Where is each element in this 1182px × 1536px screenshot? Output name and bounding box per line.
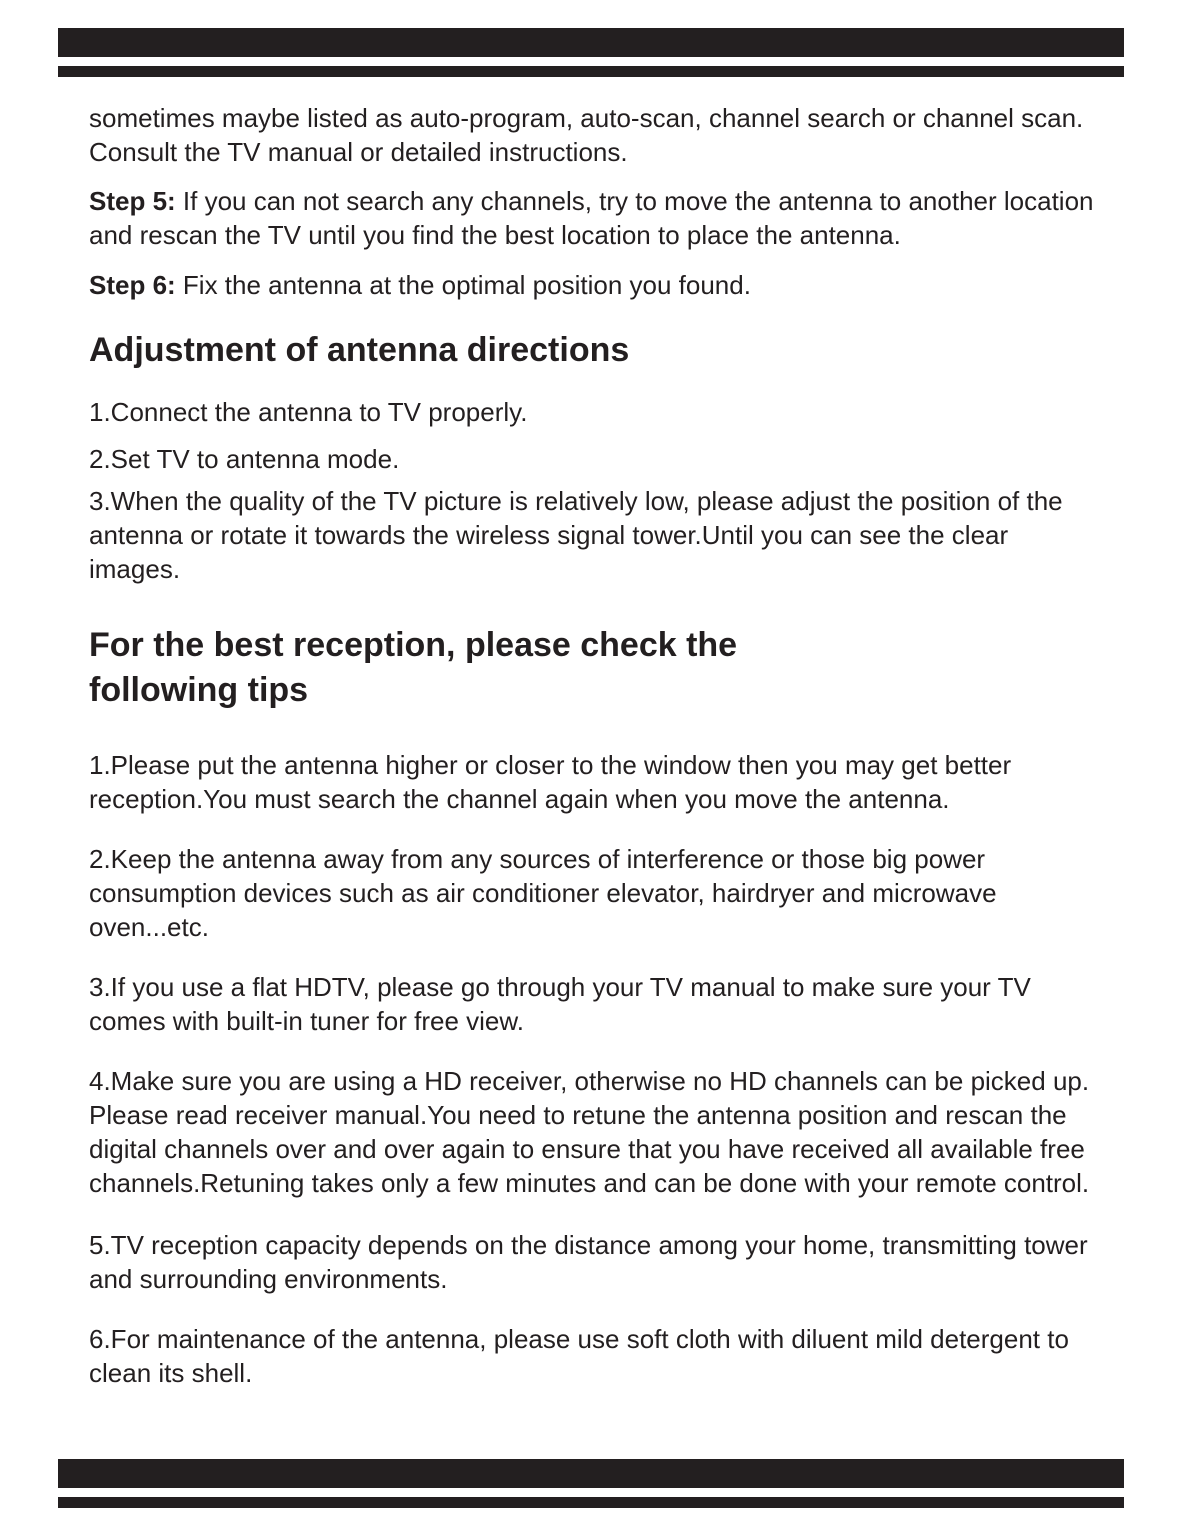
tip-item-1: 1.Please put the antenna higher or closer to the window then you may get better reception.You must search the channel again when you move the antenna. bbox=[89, 750, 1012, 814]
header-bar-thin bbox=[58, 66, 1124, 77]
tips-heading bbox=[89, 623, 1101, 713]
intro-paragraph: sometimes maybe listed as auto-program, auto-scan, channel search or channel scan. Consult the TV manual or detailed instructions. bbox=[89, 103, 1084, 167]
page-content bbox=[89, 101, 1101, 1416]
step-5-text: If you can not search any channels, try to move the antenna to another location and rescan the TV until you find the best location to place the antenna. bbox=[89, 186, 1094, 250]
footer-bar-thin bbox=[58, 1497, 1124, 1508]
adjustment-item-3: 3.When the quality of the TV picture is relatively low, please adjust the position of the antenna or rotate it towards the wireless signal tower.Until you can see the clear images. bbox=[89, 486, 1063, 584]
tips-heading-line-1: For the best reception, please check the bbox=[89, 626, 738, 664]
header-bar-thick bbox=[58, 28, 1124, 57]
tips-heading-line-2: following tips bbox=[89, 671, 309, 709]
step-5-label: Step 5: bbox=[89, 186, 176, 216]
step-5-paragraph bbox=[89, 184, 1101, 252]
step-6-text: Fix the antenna at the optimal position you found. bbox=[175, 270, 751, 300]
adjustment-item-1: 1.Connect the antenna to TV properly. bbox=[89, 397, 528, 427]
footer-bar-thick bbox=[58, 1459, 1124, 1488]
tip-item-2: 2.Keep the antenna away from any sources of interference or those big power consumption devices such as air conditioner elevator, hairdryer and microwave oven...etc. bbox=[89, 844, 997, 942]
adjustment-item-2: 2.Set TV to antenna mode. bbox=[89, 444, 400, 474]
tip-item-5: 5.TV reception capacity depends on the distance among your home, transmitting tower and surrounding environments. bbox=[89, 1230, 1088, 1294]
step-6-paragraph bbox=[89, 268, 1101, 302]
step-6-label: Step 6: bbox=[89, 270, 176, 300]
adjustment-heading: Adjustment of antenna directions bbox=[89, 331, 630, 369]
tip-item-4: 4.Make sure you are using a HD receiver, otherwise no HD channels can be picked up. Please read receiver manual.You need to retune the antenna position and rescan the digital channels over and over again to ensure that you have received all available free channels.Retuning takes only a few minutes and can be done with your remote control. bbox=[89, 1066, 1090, 1198]
tip-item-6: 6.For maintenance of the antenna, please use soft cloth with diluent mild detergent to clean its shell. bbox=[89, 1324, 1069, 1388]
tip-item-3: 3.If you use a flat HDTV, please go through your TV manual to make sure your TV comes with built-in tuner for free view. bbox=[89, 972, 1031, 1036]
